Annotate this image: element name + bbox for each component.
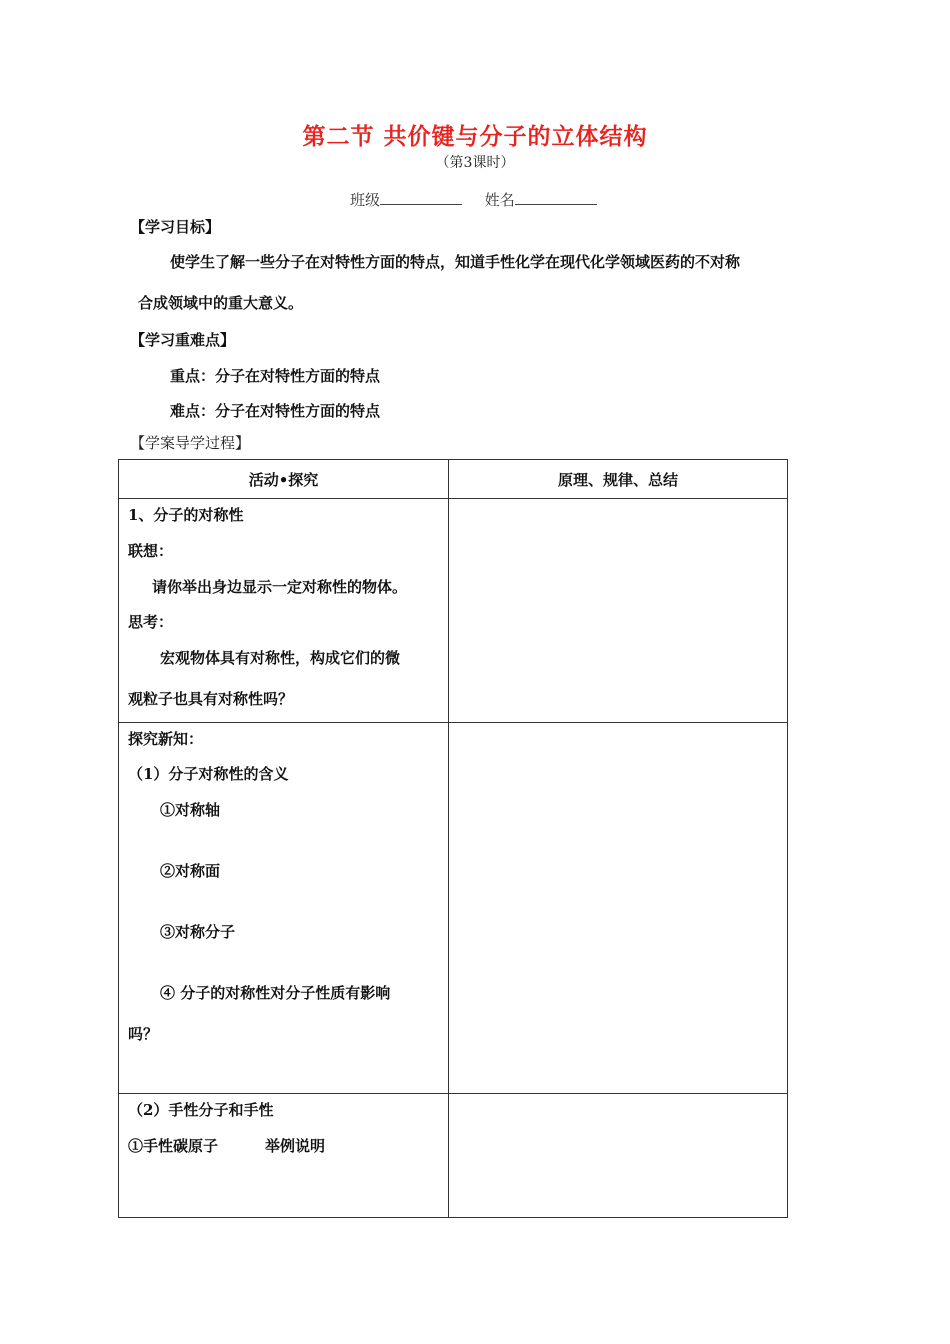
class-blank[interactable] [380, 190, 462, 205]
row1-line-6: 观粒子也具有对称性吗？ [128, 690, 294, 708]
row3-activity-cell [119, 1094, 449, 1218]
objectives-line-2: 合成领域中的重大意义。 [138, 294, 304, 312]
key-points-heading: 【学习重难点】 [130, 331, 236, 349]
page-title: 第二节 共价键与分子的立体结构 [302, 123, 648, 150]
page-subtitle: （第3课时） [435, 155, 515, 171]
row2-line-1: 探究新知： [128, 730, 204, 748]
objectives-heading: 【学习目标】 [130, 218, 221, 236]
row1-activity-cell [119, 499, 449, 723]
row3-line-3: 举例说明 [265, 1137, 326, 1155]
row2-line-3: ①对称轴 [160, 801, 221, 819]
row1-line-3: 请你举出身边显示一定对称性的物体。 [152, 578, 408, 596]
row2-line-5: ③对称分子 [160, 923, 236, 941]
row2-activity-cell [119, 723, 449, 1094]
row1-line-1: 1、分子的对称性 [128, 506, 244, 524]
row3-summary-cell[interactable] [449, 1094, 788, 1218]
header-activity: 活动•探究 [119, 460, 449, 499]
row2-line-7: 吗？ [128, 1025, 159, 1043]
name-blank[interactable] [515, 190, 597, 205]
class-name-row [350, 189, 615, 210]
row1-line-5: 宏观物体具有对称性，构成它们的微 [160, 649, 401, 667]
process-heading: 【学案导学过程】 [130, 434, 251, 452]
focus-point: 重点：分子在对特性方面的特点 [170, 367, 381, 385]
row1-line-2: 联想： [128, 542, 174, 560]
row3-line-2: ①手性碳原子 [128, 1137, 219, 1155]
row2-line-2: （1）分子对称性的含义 [128, 765, 289, 783]
difficulty-point: 难点：分子在对特性方面的特点 [170, 402, 381, 420]
name-label: 姓名 [484, 191, 515, 209]
guide-table [118, 459, 788, 1218]
row2-summary-cell[interactable] [449, 723, 788, 1094]
row1-summary-cell[interactable] [449, 499, 788, 723]
row2-line-6: ④ 分子的对称性对分子性质有影响 [160, 984, 391, 1002]
class-label: 班级 [350, 191, 381, 209]
row2-line-4: ②对称面 [160, 862, 221, 880]
row1-line-4: 思考： [128, 613, 174, 631]
objectives-line-1: 使学生了解一些分子在对特性方面的特点，知道手性化学在现代化学领域医药的不对称 [170, 253, 741, 271]
header-summary: 原理、规律、总结 [449, 460, 788, 499]
row3-line-1: （2）手性分子和手性 [128, 1101, 274, 1119]
